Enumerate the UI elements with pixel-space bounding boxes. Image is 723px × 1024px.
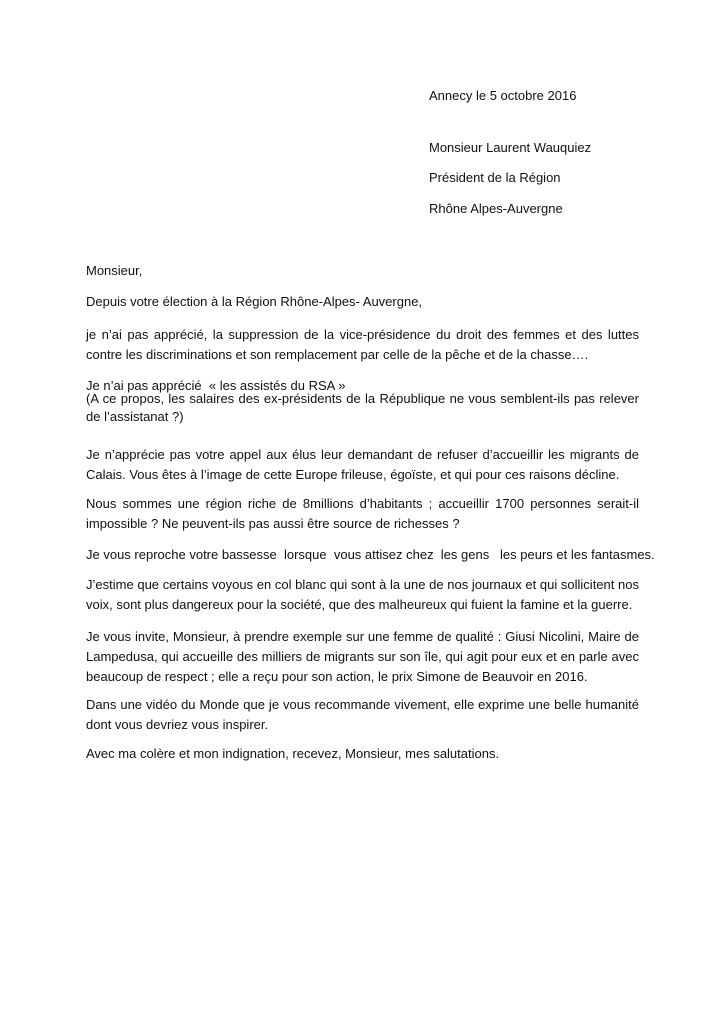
paragraph-intro: Depuis votre élection à la Région Rhône-Alpes- Auvergne,	[86, 294, 423, 309]
paragraph-bassesse: Je vous reproche votre bassesse lorsque vous attisez chez les gens les peurs et les fantasmes.	[86, 547, 655, 562]
paragraph-nicolini: Je vous invite, Monsieur, à prendre exemple sur une femme de qualité : Giusi Nicolini, Maire de Lampedusa, qui accueille des milliers de migrants sur son île, qui agit pour eux et en parle avec beaucoup de respect ; elle a reçu pour son action, le prix Simone de Beauvoir en 2016.	[86, 629, 639, 684]
recipient-name: Monsieur Laurent Wauquiez	[429, 140, 592, 155]
paragraph-rsa: Je n’ai pas apprécié « les assistés du RSA »	[86, 378, 346, 393]
paragraph-voyous: J’estime que certains voyous en col blanc qui sont à la une de nos journaux et qui sollicitent nos voix, sont plus dangereux pour la société, que des malheureux qui fuient la famine et la guerre.	[86, 577, 639, 612]
paragraph-video: Dans une vidéo du Monde que je vous recommande vivement, elle exprime une belle humanité dont vous devriez vous inspirer.	[86, 697, 639, 732]
paragraph-calais: Je n’apprécie pas votre appel aux élus leur demandant de refuser d’accueillir les migrants de Calais. Vous êtes à l’image de cette Europe frileuse, égoïste, et qui pour ces raisons décline.	[86, 447, 639, 482]
recipient-title: Président de la Région	[429, 170, 561, 185]
salutation: Monsieur,	[86, 263, 143, 278]
place-date: Annecy le 5 octobre 2016	[429, 88, 577, 103]
paragraph-assistanat: (A ce propos, les salaires des ex-présidents de la République ne vous semblent-ils pas relever de l’assistanat ?)	[86, 391, 639, 424]
paragraph-region-riche: Nous sommes une région riche de 8millions d’habitants ; accueillir 1700 personnes serait-il impossible ? Ne peuvent-ils pas aussi être source de richesses ?	[86, 496, 639, 531]
recipient-region: Rhône Alpes-Auvergne	[429, 201, 563, 216]
paragraph-vice-presidency: je n’ai pas apprécié, la suppression de la vice-présidence du droit des femmes et des luttes contre les discriminations et son remplacement par celle de la pêche et de la chasse….	[86, 327, 639, 362]
closing: Avec ma colère et mon indignation, recevez, Monsieur, mes salutations.	[86, 746, 500, 761]
